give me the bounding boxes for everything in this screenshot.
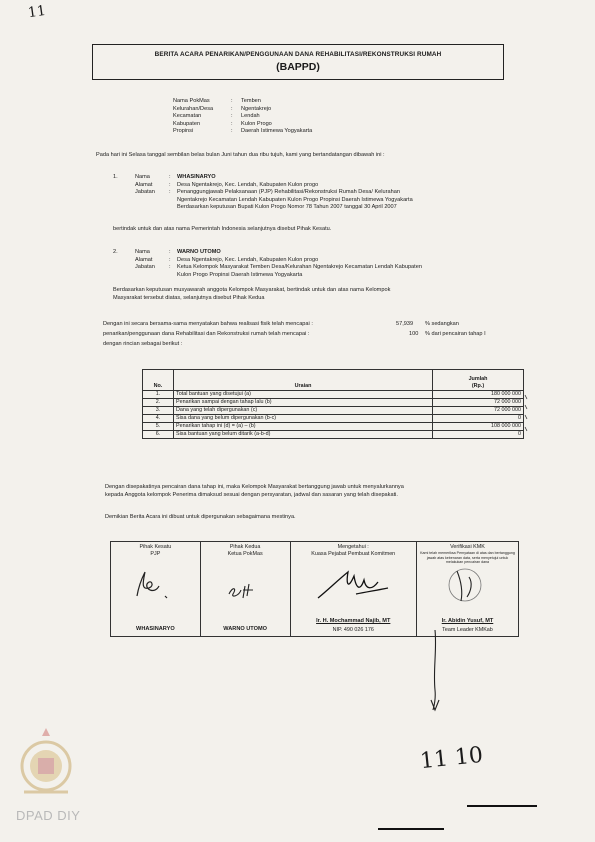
signature-table	[110, 541, 519, 637]
handwritten-signature-icon	[215, 568, 275, 606]
colon: :	[231, 113, 233, 120]
col-header-jumlah	[433, 370, 524, 391]
signature-role: Pihak Kesatu	[139, 544, 172, 550]
signatory-name: Ir. Abidin Yusuf, MT	[441, 618, 494, 624]
field-label: Nama	[135, 174, 150, 180]
percent-suffix: % sedangkan	[425, 321, 459, 327]
signature-position: Kuasa Pejabat Pembuat Komitmen	[311, 551, 396, 557]
handwritten-number-note: 11 10	[418, 742, 485, 775]
row-description: Sisa bantuan yang belum ditarik (a-b-d)	[174, 431, 433, 439]
row-amount: 108 000 000	[433, 423, 524, 431]
colon: :	[169, 189, 171, 196]
pen-stroke-icon	[425, 630, 445, 712]
bottom-rule	[378, 828, 444, 830]
physical-realization-percent: 57,939	[396, 321, 414, 327]
row-description: Total bantuan yang disetujui (a)	[174, 391, 433, 399]
table-row	[143, 431, 524, 439]
field-label: Alamat	[135, 181, 153, 188]
row-amount: 72 000 000	[433, 407, 524, 415]
party-number: 2.	[113, 249, 118, 255]
info-row	[173, 98, 312, 106]
info-label: Kabupaten	[173, 120, 201, 127]
col-header-uraian: Uraian	[174, 370, 433, 391]
info-value: Lendah	[241, 113, 260, 120]
colon: :	[231, 120, 233, 127]
table-row	[143, 423, 524, 431]
signatory-nip: NIP. 490 026 176	[332, 627, 374, 633]
party-one-decree: Berdasarkan keputusan Bupati Kulon Progo Nomor 78 Tahun 2007 tanggal 30 April 2007	[177, 204, 397, 211]
row-amount: 180 000 000	[433, 391, 524, 399]
row-amount: 0	[433, 431, 524, 439]
row-amount: 0	[433, 415, 524, 423]
signature-cell-party-two	[200, 542, 290, 637]
info-value: Ngentakrejo	[241, 105, 272, 112]
row-description: Penarikan tahap ini (d) = (a) – (b)	[174, 423, 433, 431]
col-header-jumlah-label: Jumlah	[468, 376, 488, 382]
row-number: 1.	[143, 391, 174, 399]
document-title-abbr: (BAPPD)	[276, 61, 320, 73]
fund-usage-percent: 100	[409, 331, 419, 337]
row-number: 6.	[143, 431, 174, 439]
info-label: Propinsi	[173, 128, 194, 135]
check-marks-icon	[524, 393, 532, 433]
opening-sentence: Pada hari ini Selasa tanggal sembilan belas bulan Juni tahun dua ribu tujuh, kami yang bertandatangan dibawah ini :	[96, 152, 385, 158]
bottom-rule	[467, 805, 537, 807]
info-row	[173, 113, 312, 121]
col-header-currency: (Rp.)	[471, 383, 485, 389]
info-value: Daerah Istimewa Yogyakarta	[241, 128, 313, 135]
party-one-name: WHASINARYO	[177, 174, 216, 180]
party-two-address: Desa Ngentakrejo, Kec. Lendah, Kabupaten Kulon progo	[177, 256, 319, 263]
pokmas-info-table	[173, 98, 312, 136]
colon: :	[231, 98, 233, 104]
signature-role: Verifikasi KMK	[450, 544, 485, 550]
field-label: Jabatan	[135, 264, 155, 271]
row-number: 2.	[143, 399, 174, 407]
row-description: Penarikan sampai dengan tahap lalu (b)	[174, 399, 433, 407]
colon: :	[231, 105, 233, 112]
handwritten-signature-icon	[308, 564, 398, 604]
closing-paragraph-line-2: kepada Anggota kelompok Penerima dimaksud sesuai dengan persyaratan, jadwal dan sasaran yang telah disepakati.	[105, 492, 398, 498]
party-one-block	[113, 174, 413, 212]
party-one-position-cont: Ngentakrejo Kecamatan Lendah Kabupaten Kulon Progo Propinsi Daerah Istimewa Yogyakarta	[177, 196, 413, 203]
closing-paragraph-line-1: Dengan disepakatinya pencairan dana tahap ini, maka Kelompok Masyarakat bertanggung jawab untuk menyalurkannya	[105, 484, 404, 490]
info-value: Temben	[241, 98, 261, 104]
colon: :	[169, 174, 171, 180]
fund-breakdown-table	[142, 369, 524, 439]
percent-suffix: % dari pencairan tahap I	[425, 331, 486, 337]
signature-role: Mengetahui :	[337, 544, 369, 550]
party-two-closing: Berdasarkan keputusan musyawarah anggota Kelompok Masyarakat, bertindak untuk dan atas nama Kelompok	[113, 287, 391, 293]
party-number: 1.	[113, 174, 118, 180]
signatory-name: Ir. H. Mochammad Najib, MT	[316, 618, 391, 624]
field-label: Alamat	[135, 256, 153, 263]
signature-position: PJP	[150, 551, 161, 557]
government-seal-icon	[18, 726, 74, 802]
final-statement: Demikian Berita Acara ini dibuat untuk dipergunakan sebagaimana mestinya.	[105, 514, 296, 520]
party-two-position-cont: Kulon Progo Propinsi Daerah Istimewa Yogyakarta	[177, 271, 303, 278]
archive-watermark: DPAD DIY	[16, 808, 81, 823]
field-label: Nama	[135, 249, 150, 255]
party-two-position: Ketua Kelompok Masyarakat Temben Desa/Kelurahan Ngentakrejo Kecamatan Lendah Kabupaten	[177, 264, 422, 271]
statement-line-1: Dengan ini secara bersama-sama menyatakan bahwa realisasi fisik telah mencapai :	[103, 321, 313, 327]
colon: :	[231, 128, 233, 135]
document-title: BERITA ACARA PENARIKAN/PENGGUNAAN DANA REHABILITASI/REKONSTRUKSI RUMAH	[154, 51, 442, 58]
row-description: Sisa dana yang belum dipergunakan (b-c)	[174, 415, 433, 423]
info-row	[173, 121, 312, 129]
colon: :	[169, 264, 171, 271]
info-label: Kecamatan	[173, 113, 202, 120]
info-value: Kulon Progo	[241, 120, 272, 127]
party-two-closing-cont: Masyarakat tersebut diatas, selanjutnya disebut Pihak Kedua	[113, 295, 265, 301]
document-title-box	[92, 44, 504, 80]
row-number: 3.	[143, 407, 174, 415]
info-label: Kelurahan/Desa	[173, 105, 214, 112]
row-amount: 72 000 000	[433, 399, 524, 407]
colon: :	[169, 181, 171, 188]
signature-position: Ketua PokMas	[227, 551, 263, 557]
col-header-no: No.	[143, 370, 174, 391]
table-row	[143, 415, 524, 423]
info-label: Nama PokMas	[173, 98, 210, 104]
stamp-and-signature-icon	[427, 567, 507, 603]
party-one-address: Desa Ngentakrejo, Kec. Lendah, Kabupaten Kulon progo	[177, 181, 319, 188]
field-label: Jabatan	[135, 189, 155, 196]
info-row	[173, 128, 312, 136]
row-number: 4.	[143, 415, 174, 423]
verification-note: Kami telah memeriksa Pernyataan di atas dan bertanggung jawab atas kebenaran data, serta menyetujui untuk melakukan pencairan dana	[420, 551, 515, 565]
party-one-position: Penanggungjawab Pelaksanaan (PJP) Rehabilitasi/Rekonstruksi Rumah Desa/ Kelurahan	[177, 189, 400, 196]
party-one-closing: bertindak untuk dan atas nama Pemerintah Indonesia selanjutnya disebut Pihak Kesatu.	[113, 226, 332, 232]
table-row	[143, 407, 524, 415]
colon: :	[169, 256, 171, 263]
signatory-name: WHASINARYO	[136, 626, 175, 632]
signatory-title: Team Leader KMKab	[442, 627, 493, 633]
table-row	[143, 399, 524, 407]
signature-cell-kmk	[416, 542, 518, 637]
signature-role: Pihak Kedua	[229, 544, 261, 550]
signatory-name: WARNO UTOMO	[223, 626, 267, 632]
signature-cell-ppk	[290, 542, 416, 637]
handwritten-signature-icon	[125, 566, 185, 604]
table-row	[143, 391, 524, 399]
row-description: Dana yang telah dipergunakan (c)	[174, 407, 433, 415]
info-row	[173, 106, 312, 114]
signature-cell-party-one	[111, 542, 201, 637]
party-two-name: WARNO UTOMO	[177, 249, 221, 255]
party-two-block	[113, 249, 422, 279]
colon: :	[169, 249, 171, 255]
statement-line-2: penarikan/penggunaan dana Rehabilitasi dan Rekonstruksi rumah telah mencapai :	[103, 331, 310, 337]
statement-line-3: dengan rincian sebagai berikut :	[103, 341, 183, 347]
corner-page-mark: 11	[26, 2, 47, 22]
row-number: 5.	[143, 423, 174, 431]
